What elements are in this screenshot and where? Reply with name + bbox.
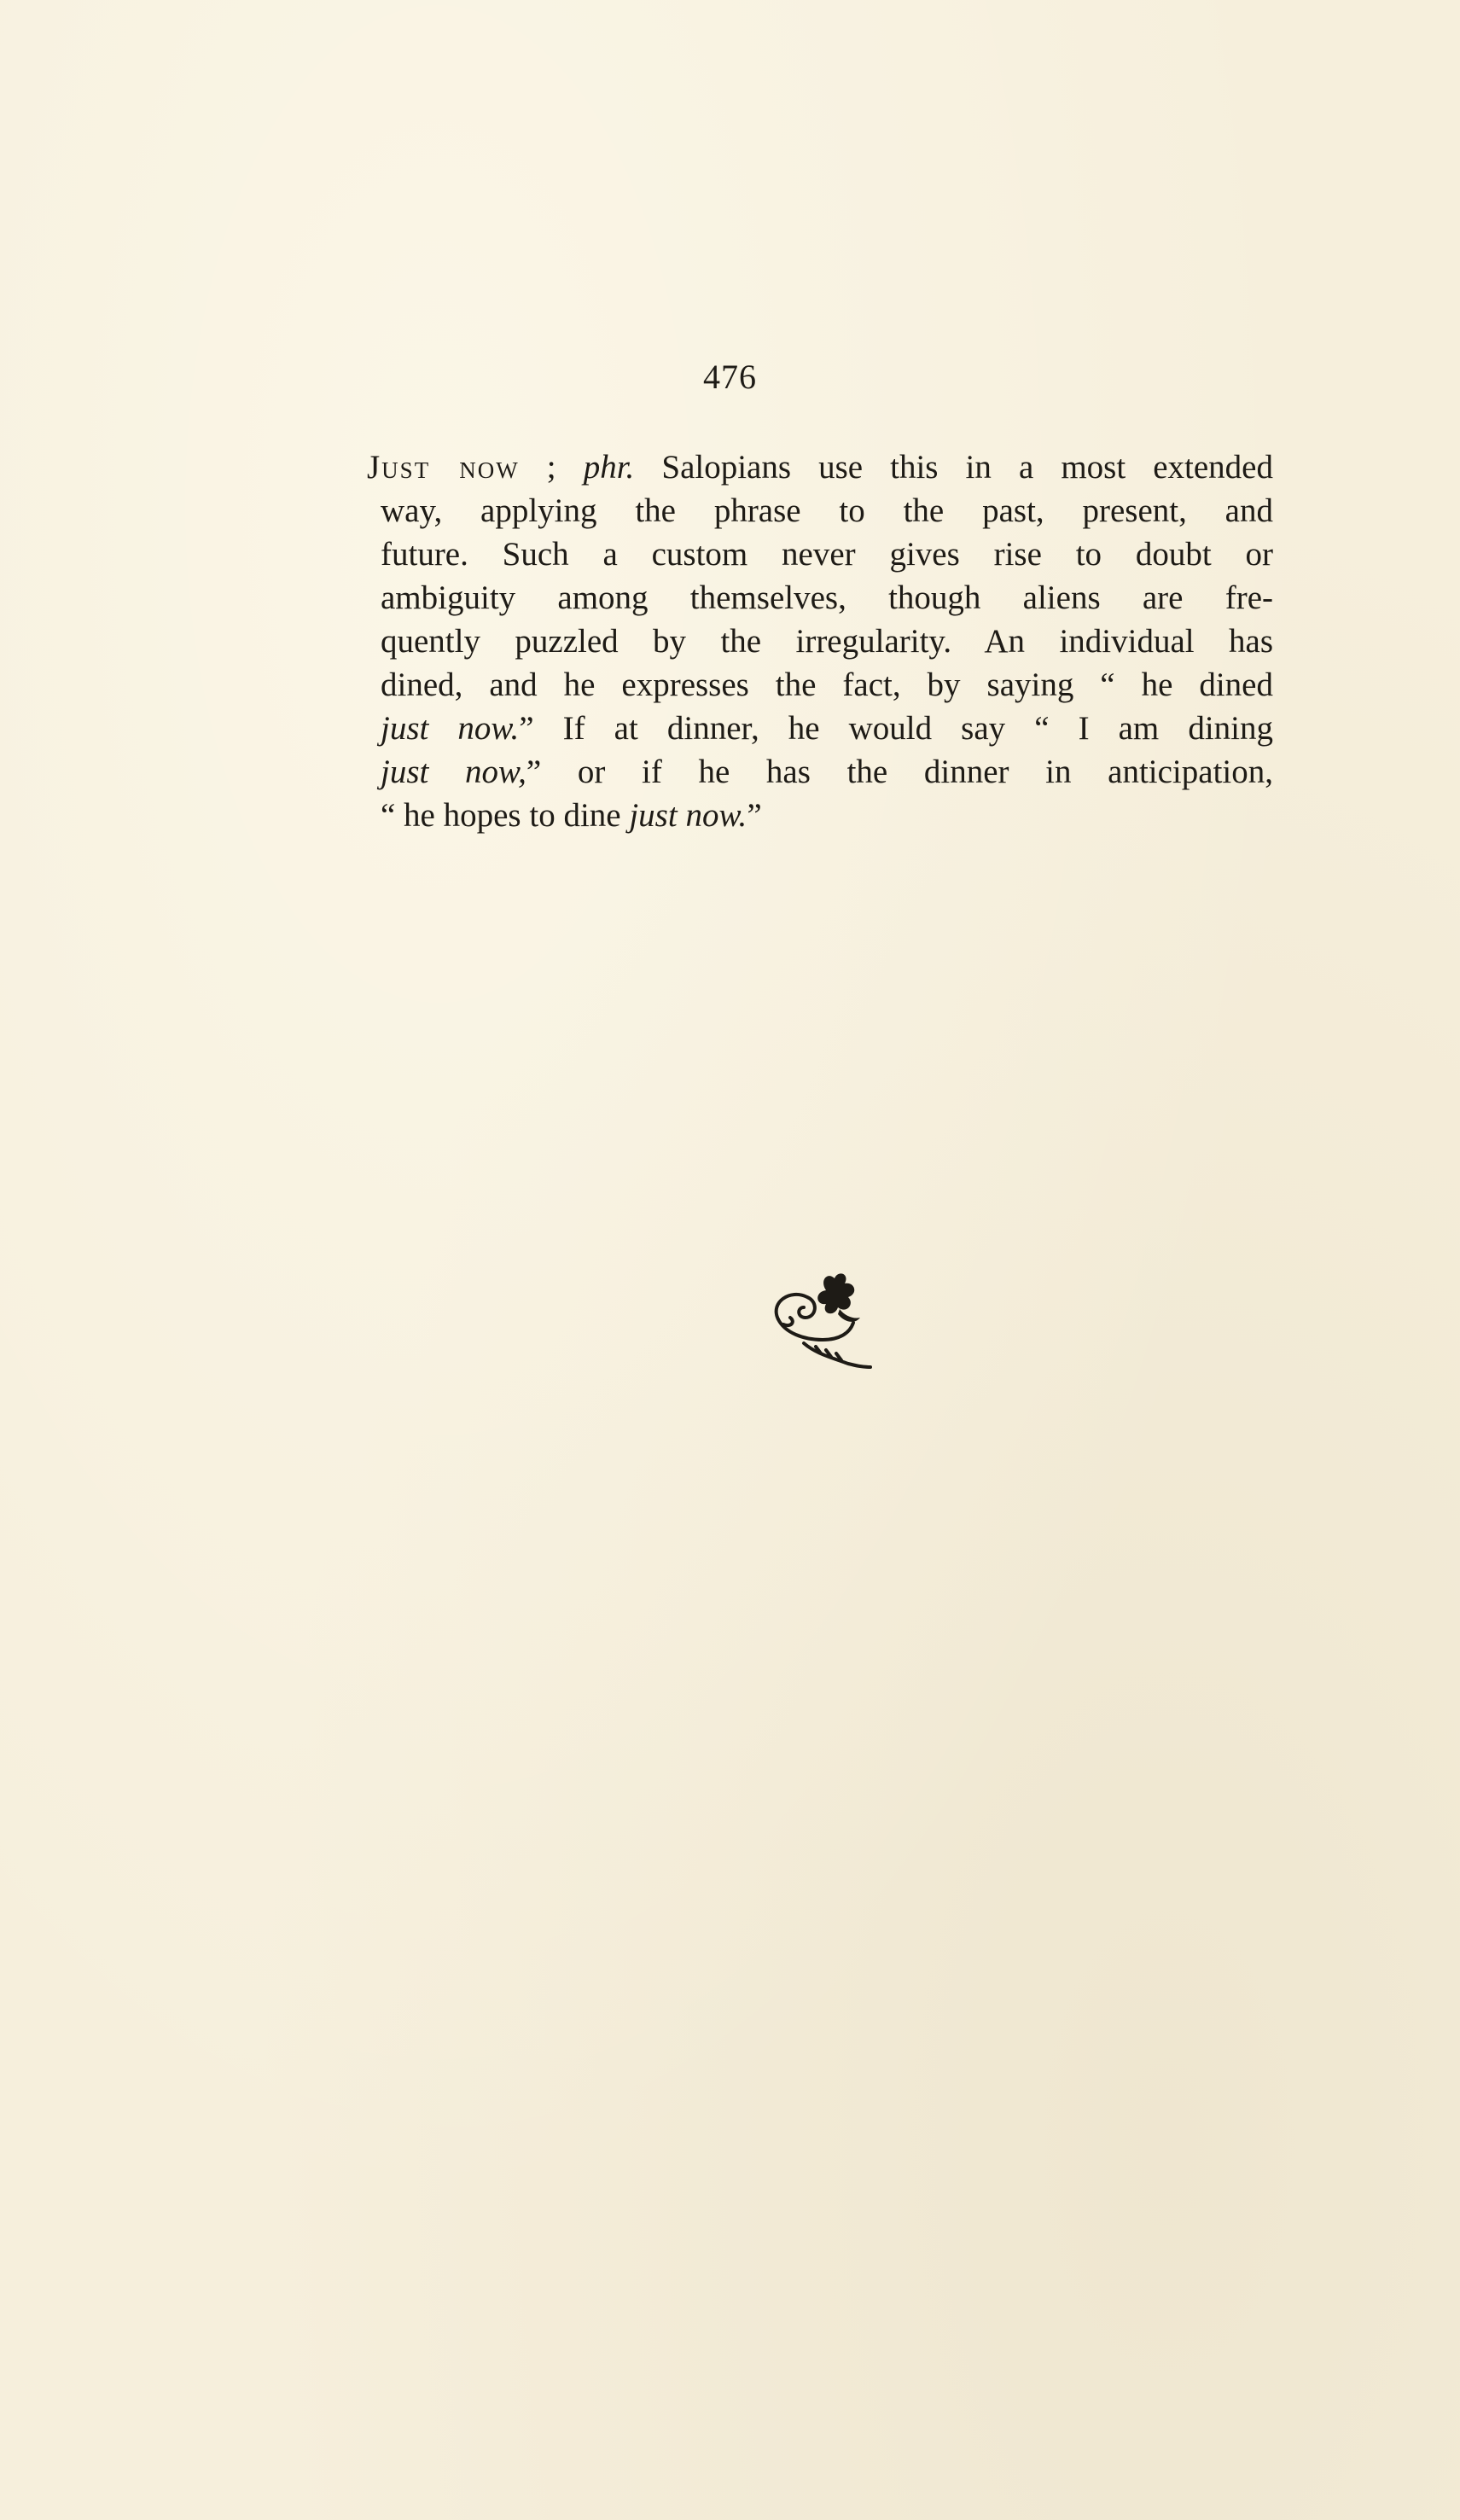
entry-line-8: [381, 750, 1273, 794]
entry-line-4: ambiguity among themselves, though aliens are fre-: [381, 579, 1273, 616]
page-number: 476: [703, 358, 757, 396]
entry-separator: ;: [519, 449, 584, 486]
entry-headword: Just now: [367, 449, 520, 486]
entry-text: ”: [747, 797, 762, 834]
entry-text: “ he hopes to dine: [381, 797, 630, 834]
entry-line-3: future. Such a custom never gives rise to doubt or: [381, 536, 1273, 573]
entry-text: ” or if he has the dinner in anticipation,: [526, 754, 1273, 790]
entry-text: ” If at dinner, he would say “ I am dining: [519, 710, 1273, 747]
entry-line-1: [367, 445, 1273, 489]
entry-line-2: way, applying the phrase to the past, present, and: [381, 492, 1273, 529]
entry-line-6: dined, and he expresses the fact, by saying “ he dined: [381, 666, 1273, 703]
entry-line-5: quently puzzled by the irregularity. An individual has: [381, 623, 1273, 660]
dictionary-entry: [367, 445, 1273, 837]
example-phrase: just now.: [629, 797, 747, 834]
entry-text: Salopians use this in a most extended: [634, 449, 1273, 486]
entry-line-7: [381, 707, 1273, 750]
example-phrase: just now,: [381, 754, 526, 790]
entry-line-9: [381, 794, 1273, 837]
tailpiece-ornament-icon: [766, 1268, 874, 1371]
example-phrase: just now.: [381, 710, 520, 747]
part-of-speech: phr.: [583, 449, 635, 486]
